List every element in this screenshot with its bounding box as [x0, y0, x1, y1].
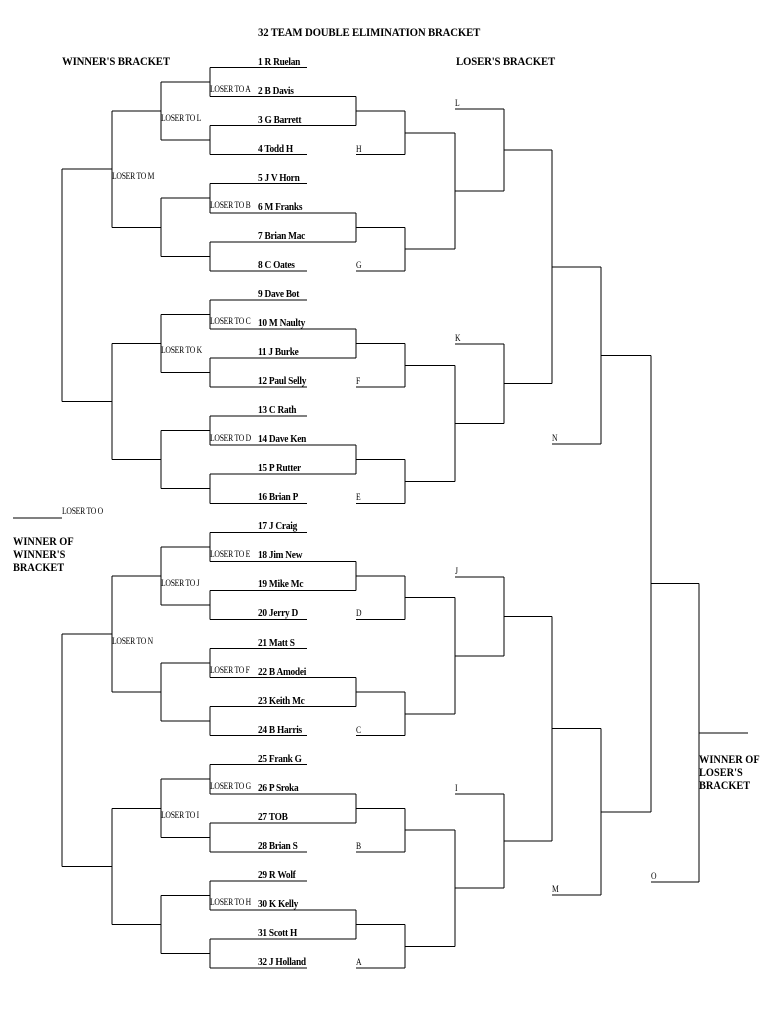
team-name: 14 Dave Ken: [258, 433, 307, 446]
team-name: 10 M Naulty: [258, 316, 306, 329]
team-name: 23 Keith Mc: [258, 694, 305, 707]
team-name: 13 C Rath: [258, 404, 297, 417]
loser-slot-label: E: [356, 492, 361, 503]
team-name: 28 Brian S: [258, 839, 298, 852]
loser-slot-label: C: [356, 724, 361, 735]
winner-of-losers-bracket-label: WINNER OF LOSER'S BRACKET: [699, 754, 760, 792]
loser-route-label: LOSER TO N: [112, 635, 153, 646]
team-name: 12 Paul Selly: [258, 375, 307, 388]
team-name: 9 Dave Bot: [258, 287, 300, 300]
loser-slot-label: H: [356, 143, 362, 154]
loser-route-label: LOSER TO H: [210, 897, 251, 908]
team-name: 24 B Harris: [258, 723, 302, 736]
winner-of-winners-bracket-label: WINNER OF WINNER'S BRACKET: [13, 536, 74, 574]
loser-slot-label: I: [455, 783, 458, 793]
team-name: 8 C Oates: [258, 258, 295, 271]
team-name: 6 M Franks: [258, 200, 303, 213]
loser-route-label: LOSER TO I: [161, 810, 199, 821]
loser-slot-label: G: [356, 259, 362, 270]
team-name: 20 Jerry D: [258, 607, 299, 620]
loser-route-label: LOSER TO O: [62, 505, 103, 516]
loser-route-label: LOSER TO L: [161, 113, 202, 124]
team-name: 17 J Craig: [258, 520, 298, 533]
team-name: 26 P Sroka: [258, 781, 299, 794]
loser-route-label: LOSER TO J: [161, 577, 200, 588]
winners-bracket-heading: WINNER'S BRACKET: [62, 54, 170, 68]
loser-slot-label: K: [455, 333, 461, 343]
team-name: 32 J Holland: [258, 956, 306, 969]
loser-route-label: LOSER TO D: [210, 432, 251, 443]
team-name: 25 Frank G: [258, 752, 302, 765]
team-name: 31 Scott H: [258, 927, 298, 939]
loser-slot-label: F: [356, 376, 361, 387]
loser-slot-label: B: [356, 840, 361, 851]
team-name: 30 K Kelly: [258, 897, 299, 910]
team-name: 2 B Davis: [258, 84, 294, 97]
loser-route-label: LOSER TO A: [210, 84, 251, 95]
loser-slot-label: J: [455, 566, 458, 576]
loser-slot-label: D: [356, 608, 362, 619]
loser-route-label: LOSER TO K: [161, 345, 202, 356]
team-name: 3 G Barrett: [258, 113, 302, 126]
loser-route-label: LOSER TO E: [210, 548, 251, 559]
team-name: 18 Jim New: [258, 549, 303, 562]
team-name: 11 J Burke: [258, 346, 299, 358]
losers-bracket-heading: LOSER'S BRACKET: [456, 54, 556, 68]
team-name: 21 Matt S: [258, 636, 295, 649]
team-name: 1 R Ruelan: [258, 55, 301, 68]
loser-slot-label: A: [356, 957, 362, 968]
loser-slot-label: N: [552, 433, 558, 443]
loser-route-label: LOSER TO F: [210, 665, 250, 676]
team-name: 7 Brian Mac: [258, 229, 306, 242]
team-name: 15 P Rutter: [258, 462, 301, 475]
team-name: 27 TOB: [258, 810, 288, 823]
loser-slot-label: L: [455, 98, 460, 108]
loser-slot-label: M: [552, 884, 559, 894]
page-title: 32 TEAM DOUBLE ELIMINATION BRACKET: [258, 25, 481, 39]
team-name: 22 B Amodei: [258, 665, 307, 678]
loser-slot-label: O: [651, 871, 657, 881]
team-name: 4 Todd H: [258, 142, 293, 155]
loser-route-label: LOSER TO C: [210, 316, 251, 327]
loser-route-label: LOSER TO M: [112, 171, 155, 182]
loser-route-label: LOSER TO G: [210, 781, 251, 792]
team-name: 5 J V Horn: [258, 171, 300, 184]
team-name: 16 Brian P: [258, 491, 299, 504]
loser-route-label: LOSER TO B: [210, 200, 251, 211]
team-name: 29 R Wolf: [258, 868, 296, 881]
team-name: 19 Mike Mc: [258, 578, 304, 591]
